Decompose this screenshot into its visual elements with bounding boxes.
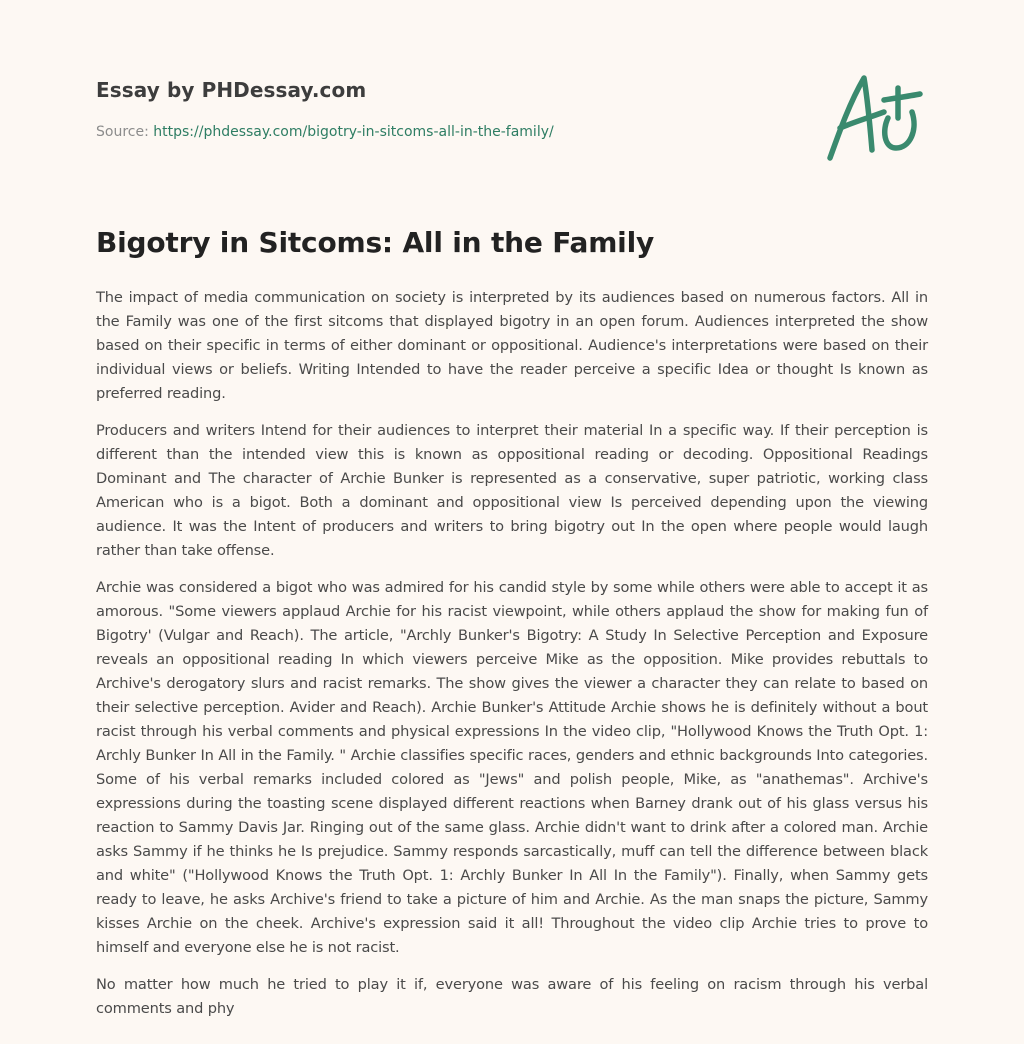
site-title: Essay by PHDessay.com (96, 78, 367, 102)
essay-title: Bigotry in Sitcoms: All in the Family (96, 226, 655, 259)
essay-paragraph: The impact of media communication on society is interpreted by its audiences based on numerous factors. All in the Family was one of the first sitcoms that displayed bigotry in an open forum. Audiences interpreted the show based on their specific in terms of either dominant or oppositional. Audience's interpretations were based on their individual views or beliefs. Writing Intended to have the reader perceive a specific Idea or thought Is known as preferred reading. (96, 289, 928, 402)
essay-body (96, 286, 928, 1034)
source-label: Source: (96, 124, 149, 140)
source-link[interactable]: https://phdessay.com/bigotry-in-sitcoms-all-in-the-family/ (153, 124, 554, 140)
a-plus-logo-icon (826, 68, 926, 164)
source-line (96, 124, 554, 140)
essay-paragraph: Archie was considered a bigot who was admired for his candid style by some while others were able to accept it as amorous. "Some viewers applaud Archie for his racist viewpoint, while others applaud the show for making fun of Bigotry' (Vulgar and Reach). The article, "Archly Bunker's Bigotry: A Study In Selective Perception and Exposure reveals an oppositional reading In which viewers perceive Mike as the opposition. Mike provides rebuttals to Archive's derogatory slurs and racist remarks. The show gives the viewer a character they can relate to based on their selective perception. Avider and Reach). Archie Bunker's Attitude Archie shows he is definitely without a bout racist through his verbal comments and physical expressions In the video clip, "Hollywood Knows the Truth Opt. 1: Archly Bunker In All in the Family. " Archie classifies specific races, genders and ethnic backgrounds Into categories. Some of his verbal remarks included colored as "Jews" and polish people, Mike, as "anathemas". Archive's expressions during the toasting scene displayed different reactions when Barney drank out of his glass versus his reaction to Sammy Davis Jar. Ringing out of the same glass. Archie didn't want to drink after a colored man. Archie asks Sammy if he thinks he Is prejudice. Sammy responds sarcastically, muff can tell the difference between black and white" ("Hollywood Knows the Truth Opt. 1: Archly Bunker In All In the Family"). Finally, when Sammy gets ready to leave, he asks Archive's friend to take a picture of him and Archie. As the man snaps the picture, Sammy kisses Archie on the cheek. Archive's expression said it all! Throughout the video clip Archie tries to prove to himself and everyone else he is not racist. (96, 579, 928, 956)
essay-paragraph: No matter how much he tried to play it if, everyone was aware of his feeling on racism through his verbal comments and phy (96, 976, 928, 1017)
essay-paragraph: Producers and writers Intend for their audiences to interpret their material In a specific way. If their perception is different than the intended view this is known as oppositional reading or decoding. Oppositional Readings Dominant and The character of Archie Bunker is represented as a conservative, super patriotic, working class American who is a bigot. Both a dominant and oppositional view Is perceived depending upon the viewing audience. It was the Intent of producers and writers to bring bigotry out In the open where people would laugh rather than take offense. (96, 422, 928, 559)
